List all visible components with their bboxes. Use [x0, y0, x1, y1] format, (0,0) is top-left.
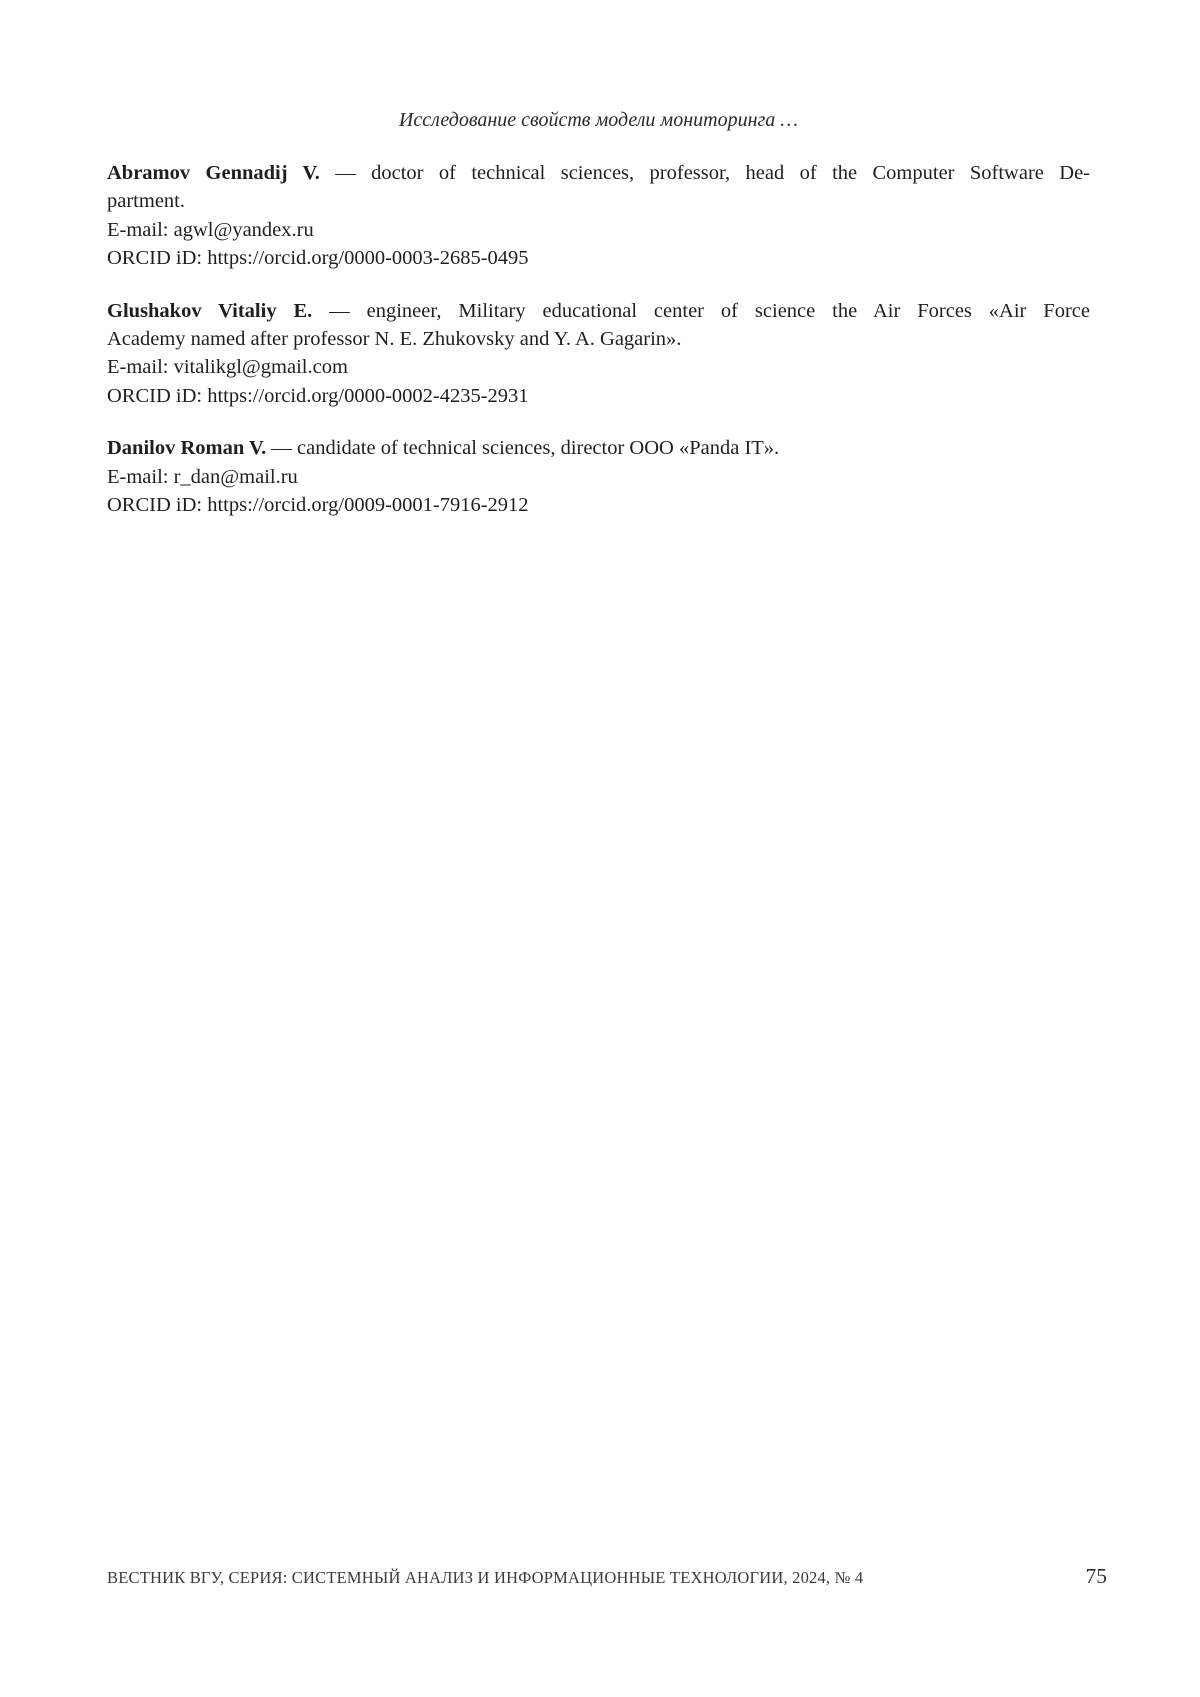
page-number: 75	[1085, 1564, 1107, 1588]
author-name: Danilov Roman V.	[107, 437, 267, 460]
author-block-danilov	[107, 434, 1090, 519]
author-role-text: — candidate of technical sciences, director OOO «Panda IT».	[266, 437, 780, 460]
author-intro-line	[107, 297, 1090, 325]
author-block-glushakov	[107, 297, 1090, 411]
author-role-text: — doctor of technical sciences, professor, head of the Computer Software De-	[319, 162, 1091, 184]
author-intro-line	[107, 159, 1090, 187]
author-role-continuation: Academy named after professor N. E. Zhukovsky and Y. A. Gagarin».	[107, 328, 682, 351]
page-footer	[107, 1562, 1107, 1592]
author-email: E-mail: r_dan@mail.ru	[107, 465, 298, 488]
authors-section	[107, 159, 1090, 519]
author-name: Abramov Gennadij V.	[107, 162, 320, 184]
author-role-continuation: partment.	[107, 190, 185, 213]
author-email: E-mail: vitalikgl@gmail.com	[107, 356, 348, 379]
running-head: Исследование свойств модели мониторинга …	[398, 109, 799, 131]
author-email: E-mail: agwl@yandex.ru	[107, 218, 314, 241]
footer-journal-line: ВЕСТНИК ВГУ, СЕРИЯ: СИСТЕМНЫЙ АНАЛИЗ И ИНФОРМАЦИОННЫЕ ТЕХНОЛОГИИ, 2024, № 4	[107, 1568, 864, 1587]
author-block-abramov	[107, 159, 1090, 273]
author-intro-line	[107, 434, 1090, 462]
author-name: Glushakov Vitaliy E.	[107, 299, 313, 322]
author-orcid: ORCID iD: https://orcid.org/0000-0002-4235-2931	[107, 384, 529, 407]
author-orcid: ORCID iD: https://orcid.org/0000-0003-2685-0495	[107, 247, 529, 270]
author-role-text: — engineer, Military educational center of science the Air Forces «Air Force	[312, 299, 1090, 322]
author-orcid: ORCID iD: https://orcid.org/0009-0001-7916-2912	[107, 494, 529, 517]
